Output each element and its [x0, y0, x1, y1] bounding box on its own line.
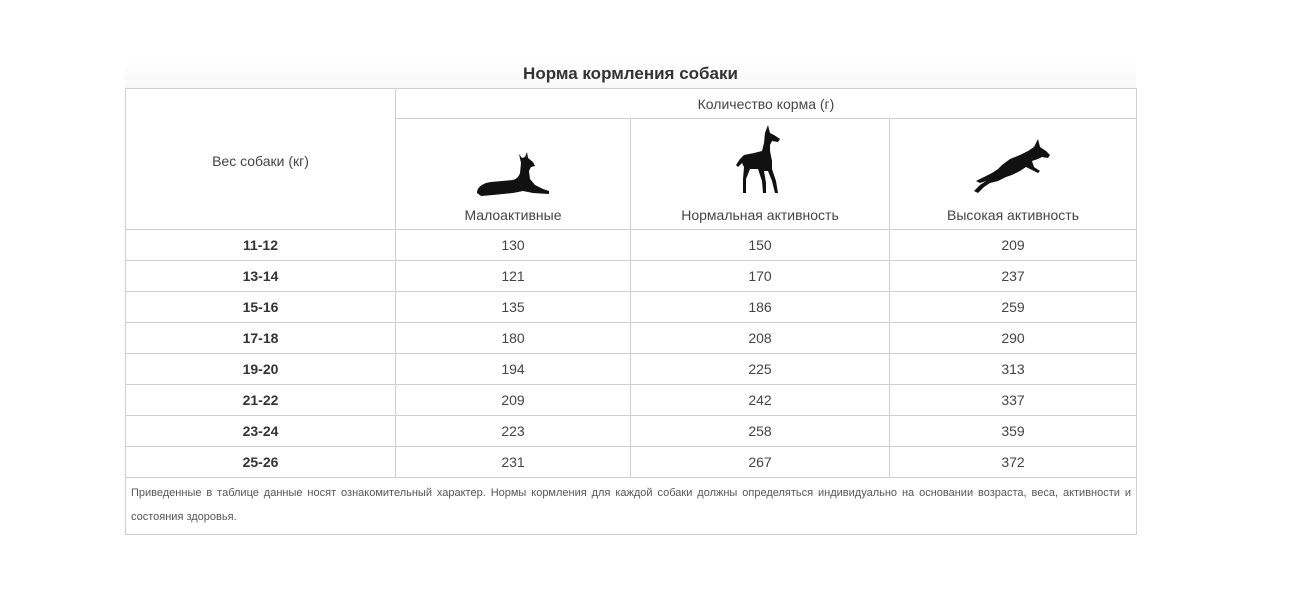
table-row	[126, 292, 1137, 323]
table-row	[126, 447, 1137, 478]
value-cell-low: 223	[396, 416, 631, 447]
value-cell-low: 135	[396, 292, 631, 323]
weight-cell: 19-20	[126, 354, 396, 385]
activity-header-normal	[631, 119, 890, 230]
feeding-table-container	[125, 58, 1136, 535]
activity-header-low	[396, 119, 631, 230]
table-title: Норма кормления собаки	[125, 58, 1136, 88]
value-cell-normal: 225	[631, 354, 890, 385]
value-cell-normal: 258	[631, 416, 890, 447]
value-cell-high: 259	[890, 292, 1137, 323]
activity-label-high: Высокая активность	[947, 207, 1079, 223]
weight-cell: 23-24	[126, 416, 396, 447]
disclaimer-note: Приведенные в таблице данные носят ознакомительный характер. Нормы кормления для каждой собаки должны определяться индивидуально на основании возраста, веса, активности и состояния здоровья.	[126, 478, 1137, 535]
weight-cell: 15-16	[126, 292, 396, 323]
weight-column-header: Вес собаки (кг)	[126, 89, 396, 230]
note-row	[126, 478, 1137, 535]
value-cell-high: 313	[890, 354, 1137, 385]
value-cell-high: 237	[890, 261, 1137, 292]
value-cell-normal: 208	[631, 323, 890, 354]
weight-cell: 17-18	[126, 323, 396, 354]
value-cell-normal: 267	[631, 447, 890, 478]
value-cell-low: 121	[396, 261, 631, 292]
value-cell-low: 130	[396, 230, 631, 261]
lying-dog-icon	[473, 149, 553, 197]
amount-column-header: Количество корма (г)	[396, 89, 1137, 119]
activity-label-normal: Нормальная активность	[681, 207, 839, 223]
weight-cell: 25-26	[126, 447, 396, 478]
value-cell-low: 209	[396, 385, 631, 416]
value-cell-high: 359	[890, 416, 1137, 447]
jumping-dog-icon	[972, 137, 1054, 197]
value-cell-high: 209	[890, 230, 1137, 261]
feeding-table	[125, 88, 1137, 535]
value-cell-normal: 186	[631, 292, 890, 323]
table-row	[126, 323, 1137, 354]
table-row	[126, 230, 1137, 261]
table-row	[126, 354, 1137, 385]
value-cell-low: 194	[396, 354, 631, 385]
value-cell-high: 372	[890, 447, 1137, 478]
value-cell-low: 231	[396, 447, 631, 478]
activity-label-low: Малоактивные	[464, 207, 562, 223]
value-cell-normal: 242	[631, 385, 890, 416]
value-cell-normal: 170	[631, 261, 890, 292]
table-row	[126, 385, 1137, 416]
table-row	[126, 261, 1137, 292]
value-cell-low: 180	[396, 323, 631, 354]
activity-header-high	[890, 119, 1137, 230]
standing-dog-icon	[734, 123, 786, 197]
value-cell-normal: 150	[631, 230, 890, 261]
weight-cell: 13-14	[126, 261, 396, 292]
weight-cell: 21-22	[126, 385, 396, 416]
value-cell-high: 290	[890, 323, 1137, 354]
value-cell-high: 337	[890, 385, 1137, 416]
weight-cell: 11-12	[126, 230, 396, 261]
table-row	[126, 416, 1137, 447]
